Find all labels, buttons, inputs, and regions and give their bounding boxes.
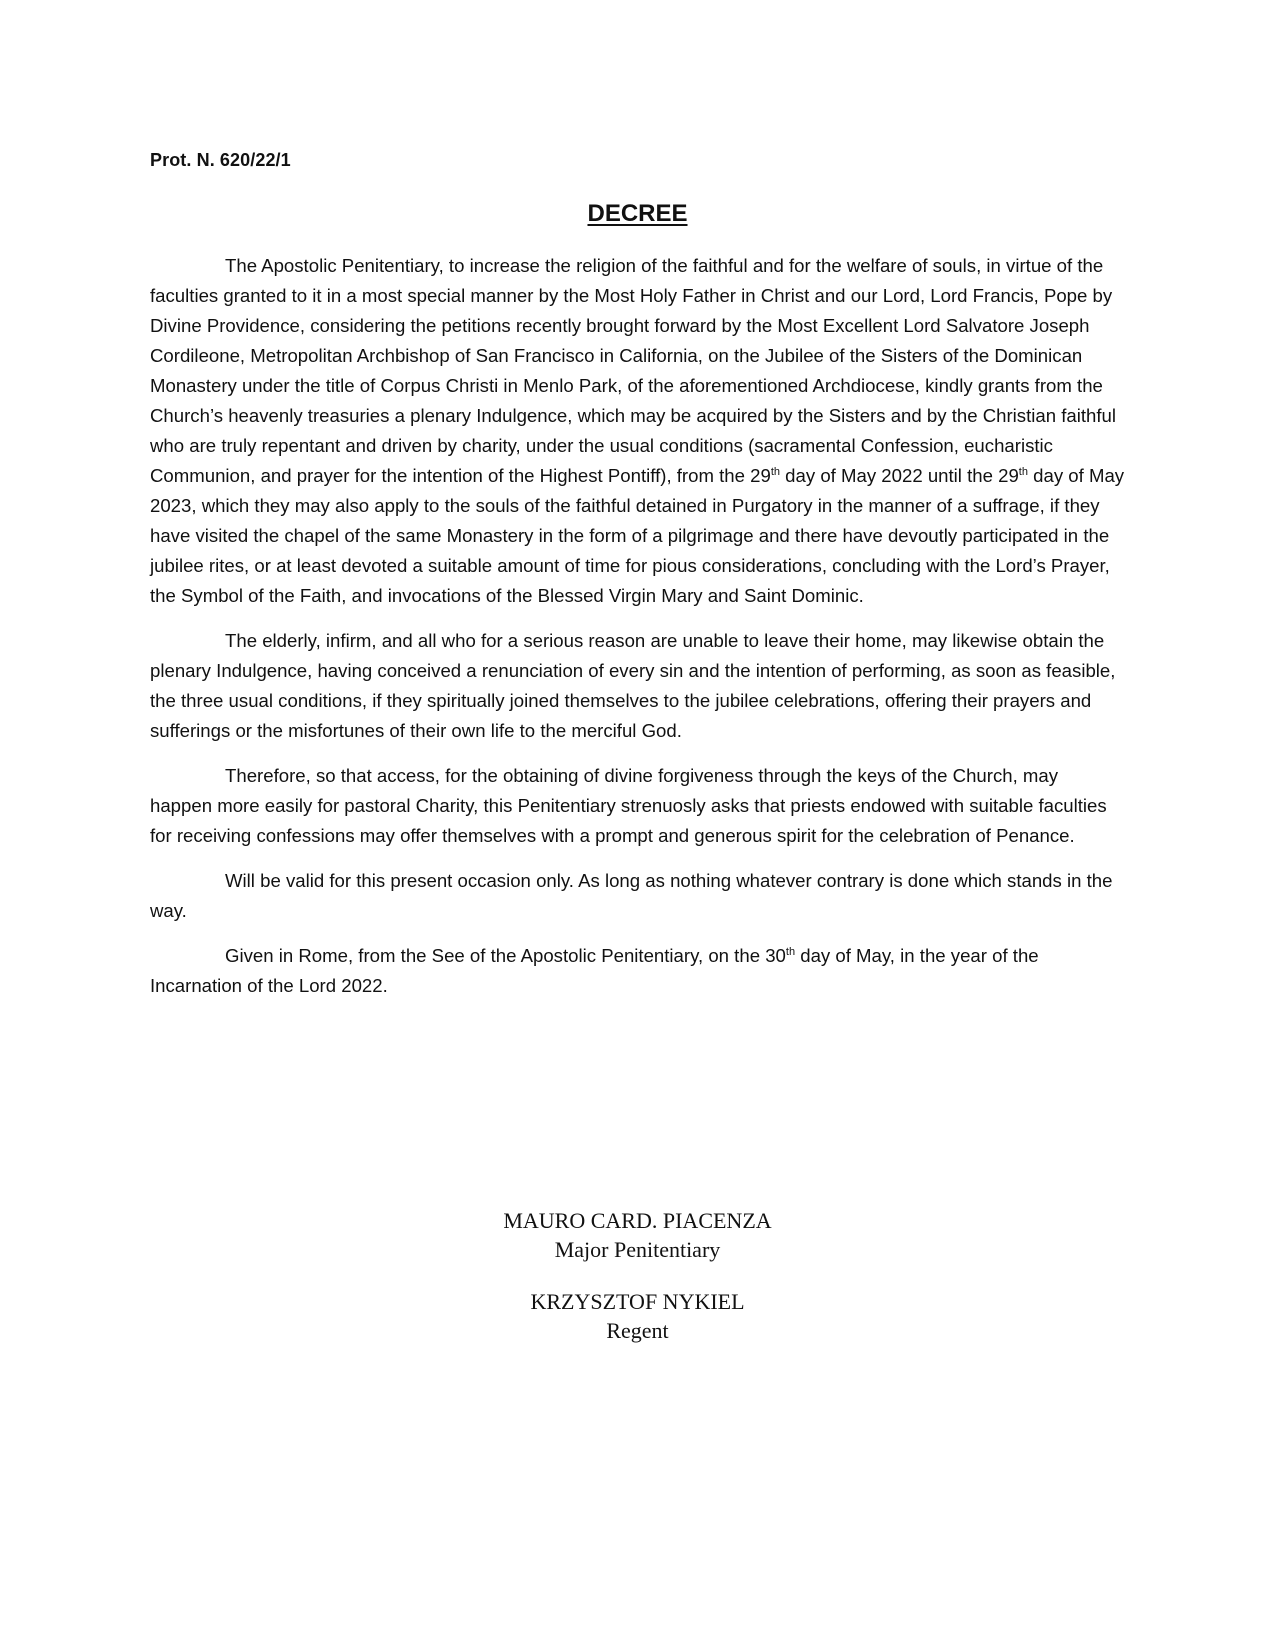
signature-section [150,1206,1125,1368]
paragraph-text: day of May, in the year of the Incarnation of the Lord 2022. [150,945,1039,996]
signatory-title: Regent [606,1318,669,1343]
document-body [150,251,1125,1016]
ordinal-suffix: th [785,945,796,958]
paragraph-text: The Apostolic Penitentiary, to increase the religion of the faithful and for the welfare of souls, in virtue of the faculties granted to it in a most special manner by the Most Holy Father in Christ and our Lord, Lord Francis, Pope by Divine Providence, considering the petitions recently brought forward by the Most Excellent Lord Salvatore Joseph Cordileone, Metropolitan Archbishop of San Francisco in California, on the Jubilee of the Sisters of the Dominican Monastery under the title of Corpus Christi in Menlo Park, of the aforementioned Archdiocese, kindly grants from the Church’s heavenly treasuries a plenary Indulgence, which may be acquired by the Sisters and by the Christian faithful who are truly repentant and driven by charity, under the usual conditions (sacramental Confession, eucharistic Communion, and prayer for the intention of the Highest Pontiff), from the 29 [150,255,1117,486]
paragraph-grant [150,251,1125,611]
paragraph-text: Given in Rome, from the See of the Apostolic Penitentiary, on the 30 [225,945,786,966]
paragraph-text: day of May 2023, which they may also apply to the souls of the faithful detained in Purgatory in the manner of a suffrage, if they have visited the chapel of the same Monastery in the form of a pilgrimage and there have devoutly participated in the jubilee rites, or at least devoted a suitable amount of time for pious considerations, concluding with the Lord’s Prayer, the Symbol of the Faith, and invocations of the Blessed Virgin Mary and Saint Dominic. [150,465,1125,606]
signatory-title: Major Penitentiary [554,1237,721,1262]
document-page [150,0,1125,1650]
paragraph-validity: Will be valid for this present occasion only. As long as nothing whatever contrary is done which stands in the way. [150,870,1113,921]
protocol-number: Prot. N. 620/22/1 [150,150,291,170]
paragraph-confessions: Therefore, so that access, for the obtaining of divine forgiveness through the keys of the Church, may happen more easily for pastoral Charity, this Penitentiary strenuosly asks that priests endowed with suitable faculties for receiving confessions may offer themselves with a prompt and generous spirit for the celebration of Penance. [150,765,1107,846]
signature-block-major-penitentiary [150,1206,1125,1264]
signatory-name: MAURO CARD. PIACENZA [503,1208,772,1233]
paragraph-given [150,941,1125,1001]
paragraph-elderly: The elderly, infirm, and all who for a serious reason are unable to leave their home, may likewise obtain the plenary Indulgence, having conceived a renunciation of every sin and the intention of performing, as soon as feasible, the three usual conditions, if they spiritually joined themselves to the jubilee celebrations, offering their prayers and sufferings or the misfortunes of their own life to the merciful God. [150,630,1116,741]
signature-block-regent [150,1287,1125,1345]
paragraph-text: day of May 2022 until the 29 [780,465,1019,486]
document-title: DECREE [587,200,688,227]
signatory-name: KRZYSZTOF NYKIEL [530,1289,745,1314]
ordinal-suffix: th [1018,465,1028,478]
ordinal-suffix: th [770,465,781,478]
